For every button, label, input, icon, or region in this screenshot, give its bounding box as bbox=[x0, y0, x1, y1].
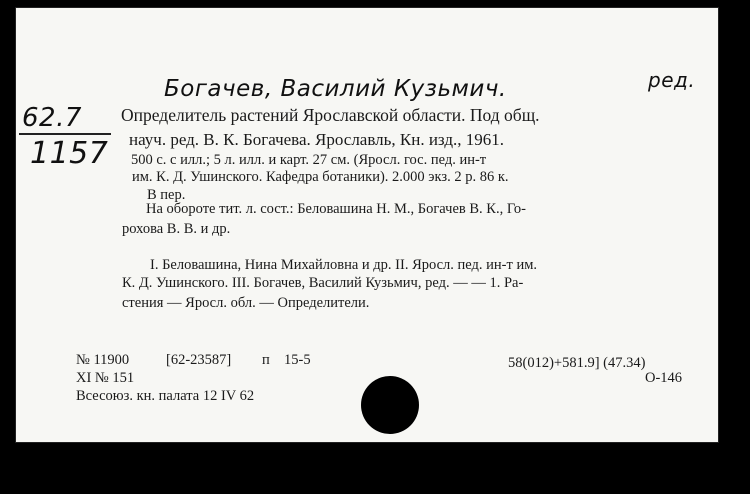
shelf-mark-bottom: 1157 bbox=[30, 136, 109, 171]
class-code: О-146 bbox=[645, 370, 683, 386]
title-line-2: науч. ред. В. К. Богачева. Ярославль, Кн. изд., 1961. bbox=[129, 130, 504, 149]
record-line-2: XI № 151 bbox=[76, 370, 135, 386]
record-line-3: Всесоюз. кн. палата 12 IV 62 bbox=[76, 388, 255, 404]
desc-line-2: им. К. Д. Ушинского. Кафедра ботаники). 2.000 экз. 2 р. 86 к. bbox=[132, 169, 509, 185]
handwritten-author: Богачев, Василий Кузьмич. bbox=[164, 76, 507, 102]
note-line-1: На обороте тит. л. сост.: Беловашина Н. М., Богачев В. К., Го- bbox=[146, 201, 527, 217]
shelf-mark-divider bbox=[19, 133, 111, 135]
record-code: [62-23587] bbox=[166, 352, 232, 368]
desc-line-1: 500 с. с илл.; 5 л. илл. и карт. 27 см. (Яросл. гос. пед. ин-т bbox=[131, 152, 487, 168]
shelf-mark-top: 62.7 bbox=[22, 103, 82, 133]
title-line-1: Определитель растений Ярославской области. Под общ. bbox=[121, 105, 540, 125]
scan-background-strip bbox=[0, 446, 750, 494]
record-number: № 11900 bbox=[76, 352, 130, 368]
desc-line-3: В пер. bbox=[147, 187, 186, 203]
tracing-line-3: стения — Яросл. обл. — Определители. bbox=[122, 295, 370, 311]
tracing-line-1: I. Беловашина, Нина Михайловна и др. II. Яросл. пед. ин-т им. bbox=[150, 257, 538, 273]
tracing-line-2: К. Д. Ушинского. III. Богачев, Василий Кузьмич, ред. — — 1. Ра- bbox=[122, 275, 524, 291]
record-p: п bbox=[262, 352, 270, 368]
catalog-card bbox=[15, 7, 719, 443]
note-line-2: рохова В. В. и др. bbox=[122, 221, 231, 237]
punch-hole bbox=[361, 376, 419, 434]
record-num: 15-5 bbox=[284, 352, 311, 368]
classification: 58(012)+581.9] (47.34) bbox=[508, 355, 646, 371]
handwritten-role: ред. bbox=[648, 68, 696, 92]
